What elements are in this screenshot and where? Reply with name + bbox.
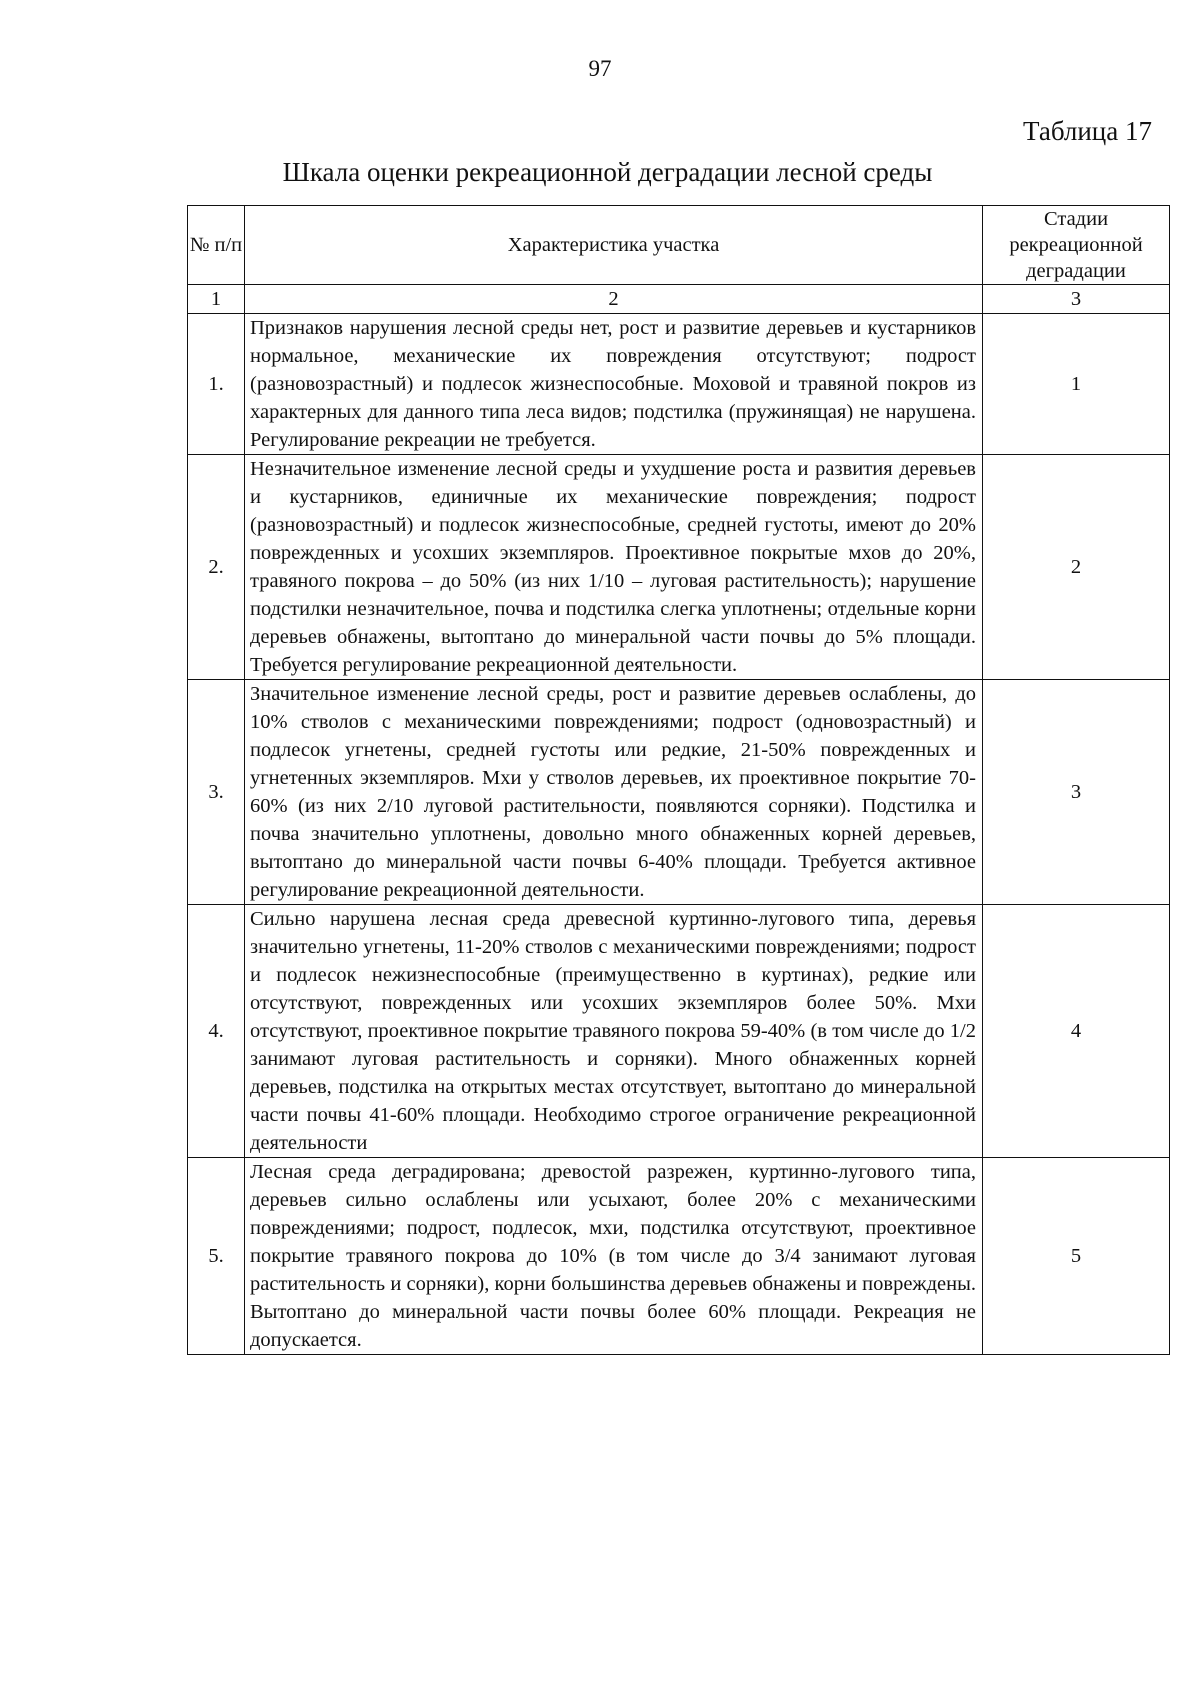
table-header-row bbox=[188, 206, 1170, 285]
row-stage: 5 bbox=[983, 1158, 1170, 1355]
page-number: 97 bbox=[588, 56, 612, 81]
table-row bbox=[188, 905, 1170, 1158]
column-index: 2 bbox=[245, 285, 983, 314]
row-stage: 4 bbox=[983, 905, 1170, 1158]
row-number: 5. bbox=[188, 1158, 245, 1355]
table-row bbox=[188, 680, 1170, 905]
degradation-scale-table bbox=[187, 205, 1170, 1355]
table-title: Шкала оценки рекреационной деградации лесной среды bbox=[282, 157, 933, 187]
header-stage: Стадии рекреационной деградации bbox=[983, 206, 1170, 285]
column-index: 3 bbox=[983, 285, 1170, 314]
row-stage: 2 bbox=[983, 455, 1170, 680]
row-number: 3. bbox=[188, 680, 245, 905]
column-index: 1 bbox=[188, 285, 245, 314]
row-number: 2. bbox=[188, 455, 245, 680]
row-stage: 1 bbox=[983, 314, 1170, 455]
header-num: № п/п bbox=[188, 206, 245, 285]
column-index-row bbox=[188, 285, 1170, 314]
header-characteristic: Характеристика участка bbox=[245, 206, 983, 285]
table-row bbox=[188, 314, 1170, 455]
table-row bbox=[188, 1158, 1170, 1355]
row-description: Признаков нарушения лесной среды нет, рост и развитие деревьев и кустарников нормальное, механические их повреждения отсутствуют; подрост (разновозрастный) и подлесок жизнеспособные. Моховой и травяной покров из характерных для данного типа леса видов; подстилка (пружинящая) не нарушена. Регулирование рекреации не требуется. bbox=[245, 314, 983, 455]
row-description: Незначительное изменение лесной среды и ухудшение роста и развития деревьев и кустарников, единичные их механические повреждения; подрост (разновозрастный) и подлесок жизнеспособные, средней густоты, имеют до 20% поврежденных и усохших экземпляров. Проективное покрытые мхов до 20%, травяного покрова – до 50% (из них 1/10 – луговая растительность); нарушение подстилки незначительное, почва и подстилка слегка уплотнены; отдельные корни деревьев обнажены, вытоптано до минеральной части почвы до 5% площади. Требуется регулирование рекреационной деятельности. bbox=[245, 455, 983, 680]
row-description: Лесная среда деградирована; древостой разрежен, куртинно-лугового типа, деревьев сильно ослаблены или усыхают, более 20% с механическими повреждениями; подрост, подлесок, мхи, подстилка отсутствуют, проективное покрытие травяного покрова до 10% (в том числе до 3/4 занимают луговая растительность и сорняки), корни большинства деревьев обнажены и повреждены. Вытоптано до минеральной части почвы более 60% площади. Рекреация не допускается. bbox=[245, 1158, 983, 1355]
row-description: Сильно нарушена лесная среда древесной куртинно-лугового типа, деревья значительно угнетены, 11-20% стволов с механическими повреждениями; подрост и подлесок нежизнеспособные (преимущественно в куртинах), редкие или отсутствуют, поврежденных или усохших экземпляров более 50%. Мхи отсутствуют, проективное покрытие травяного покрова 59-40% (в том числе до 1/2 занимают луговая растительность и сорняки). Много обнаженных корней деревьев, подстилка на открытых местах отсутствует, вытоптано до минеральной части почвы 41-60% площади. Необходимо строгое ограничение рекреационной деятельности bbox=[245, 905, 983, 1158]
row-number: 4. bbox=[188, 905, 245, 1158]
row-number: 1. bbox=[188, 314, 245, 455]
row-description: Значительное изменение лесной среды, рост и развитие деревьев ослаблены, до 10% стволов с механическими повреждениями; подрост (одновозрастный) и подлесок угнетены, средней густоты или редкие, 21-50% поврежденных и угнетенных экземпляров. Мхи у стволов деревьев, их проективное покрытие 70-60% (из них 2/10 луговой растительности, появляются сорняки). Подстилка и почва значительно уплотнены, довольно много обнаженных корней деревьев, вытоптано до минеральной части почвы 6-40% площади. Требуется активное регулирование рекреационной деятельности. bbox=[245, 680, 983, 905]
table-label: Таблица 17 bbox=[1023, 116, 1152, 146]
row-stage: 3 bbox=[983, 680, 1170, 905]
table-row bbox=[188, 455, 1170, 680]
